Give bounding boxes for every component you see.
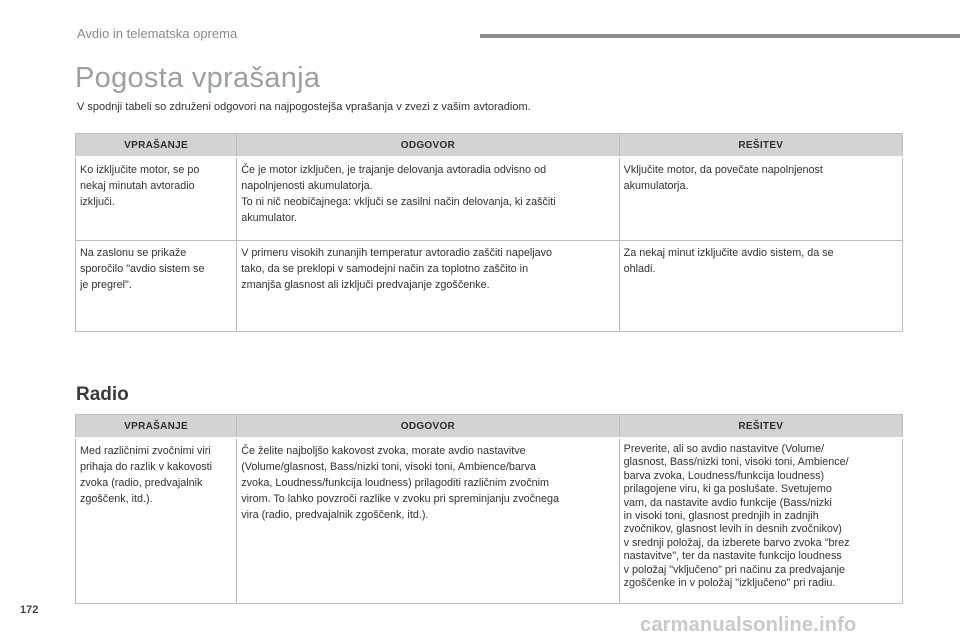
table-row — [76, 438, 903, 604]
column-header-question: VPRAŠANJE — [76, 134, 237, 158]
question-cell: Na zaslonu se prikaže sporočilo "avdio sistem se je pregrel". — [76, 241, 237, 332]
answer-cell: V primeru visokih zunanjih temperatur avtoradio zaščiti napeljavo tako, da se preklopi v samodejni način za toplotno zaščito in zmanjša glasnost ali izključi predvajanje zgoščenke. — [237, 241, 619, 332]
page-number: 172 — [20, 604, 39, 616]
radio-section-heading: Radio — [76, 384, 129, 405]
column-header-solution: REŠITEV — [619, 134, 902, 158]
column-header-solution: REŠITEV — [619, 415, 902, 439]
table-header-row — [76, 134, 903, 158]
faq-table-general — [75, 133, 903, 332]
solution-cell: Za nekaj minut izključite avdio sistem, da se ohladi. — [619, 241, 902, 332]
column-header-question: VPRAŠANJE — [76, 415, 237, 439]
table-row — [76, 241, 903, 332]
column-header-answer: ODGOVOR — [237, 134, 619, 158]
solution-cell: Vključite motor, da povečate napolnjenost akumulatorja. — [619, 157, 902, 241]
table-row — [76, 157, 903, 241]
question-cell: Ko izključite motor, se po nekaj minutah avtoradio izključi. — [76, 157, 237, 241]
solution-cell: Preverite, ali so avdio nastavitve (Volume/ glasnost, Bass/nizki toni, visoki toni, Ambience/ barva zvoka, Loudness/funkcija loudness) prilagojene viru, ki ga poslušate. Svetujemo vam, da nastavite avdio funkcije (Bass/nizki in visoki toni, glasnost prednjih in zadnjih zvočnikov, glasnost levih in desnih zvočnikov) v srednji položaj, da izberete barvo zvoka "brez nastavitve", ter da nastavite funkcijo loudness v položaj "vključeno" pri načinu za predvajanje zgoščenke in v položaj "izključeno" pri radiu. — [619, 438, 902, 604]
table-header-row — [76, 415, 903, 439]
watermark: carmanualsonline.info — [640, 614, 857, 636]
column-header-answer: ODGOVOR — [237, 415, 619, 439]
faq-table-radio — [75, 414, 903, 604]
page-title: Pogosta vprašanja — [75, 62, 321, 94]
answer-cell: Če je motor izključen, je trajanje delovanja avtoradia odvisno od napolnjenosti akumulatorja. To ni nič neobičajnega: vključi se zasilni način delovanja, ki zaščiti akumulator. — [237, 157, 619, 241]
intro-text: V spodnji tabeli so združeni odgovori na najpogostejša vprašanja v zvezi z vašim avtoradiom. — [77, 101, 531, 113]
header-bar — [480, 34, 960, 38]
question-cell: Med različnimi zvočnimi viri prihaja do razlik v kakovosti zvoka (radio, predvajalnik zgoščenk, itd.). — [76, 438, 237, 604]
answer-cell: Če želite najboljšo kakovost zvoka, morate avdio nastavitve (Volume/glasnost, Bass/nizki toni, visoki toni, Ambience/barva zvoka, Loudness/funkcija loudness) prilagoditi različnim zvočnim virom. To lahko povzroči razlike v zvoku pri spreminjanju zvočnega vira (radio, predvajalnik zgoščenk, itd.). — [237, 438, 619, 604]
section-title: Avdio in telematska oprema — [77, 26, 238, 41]
